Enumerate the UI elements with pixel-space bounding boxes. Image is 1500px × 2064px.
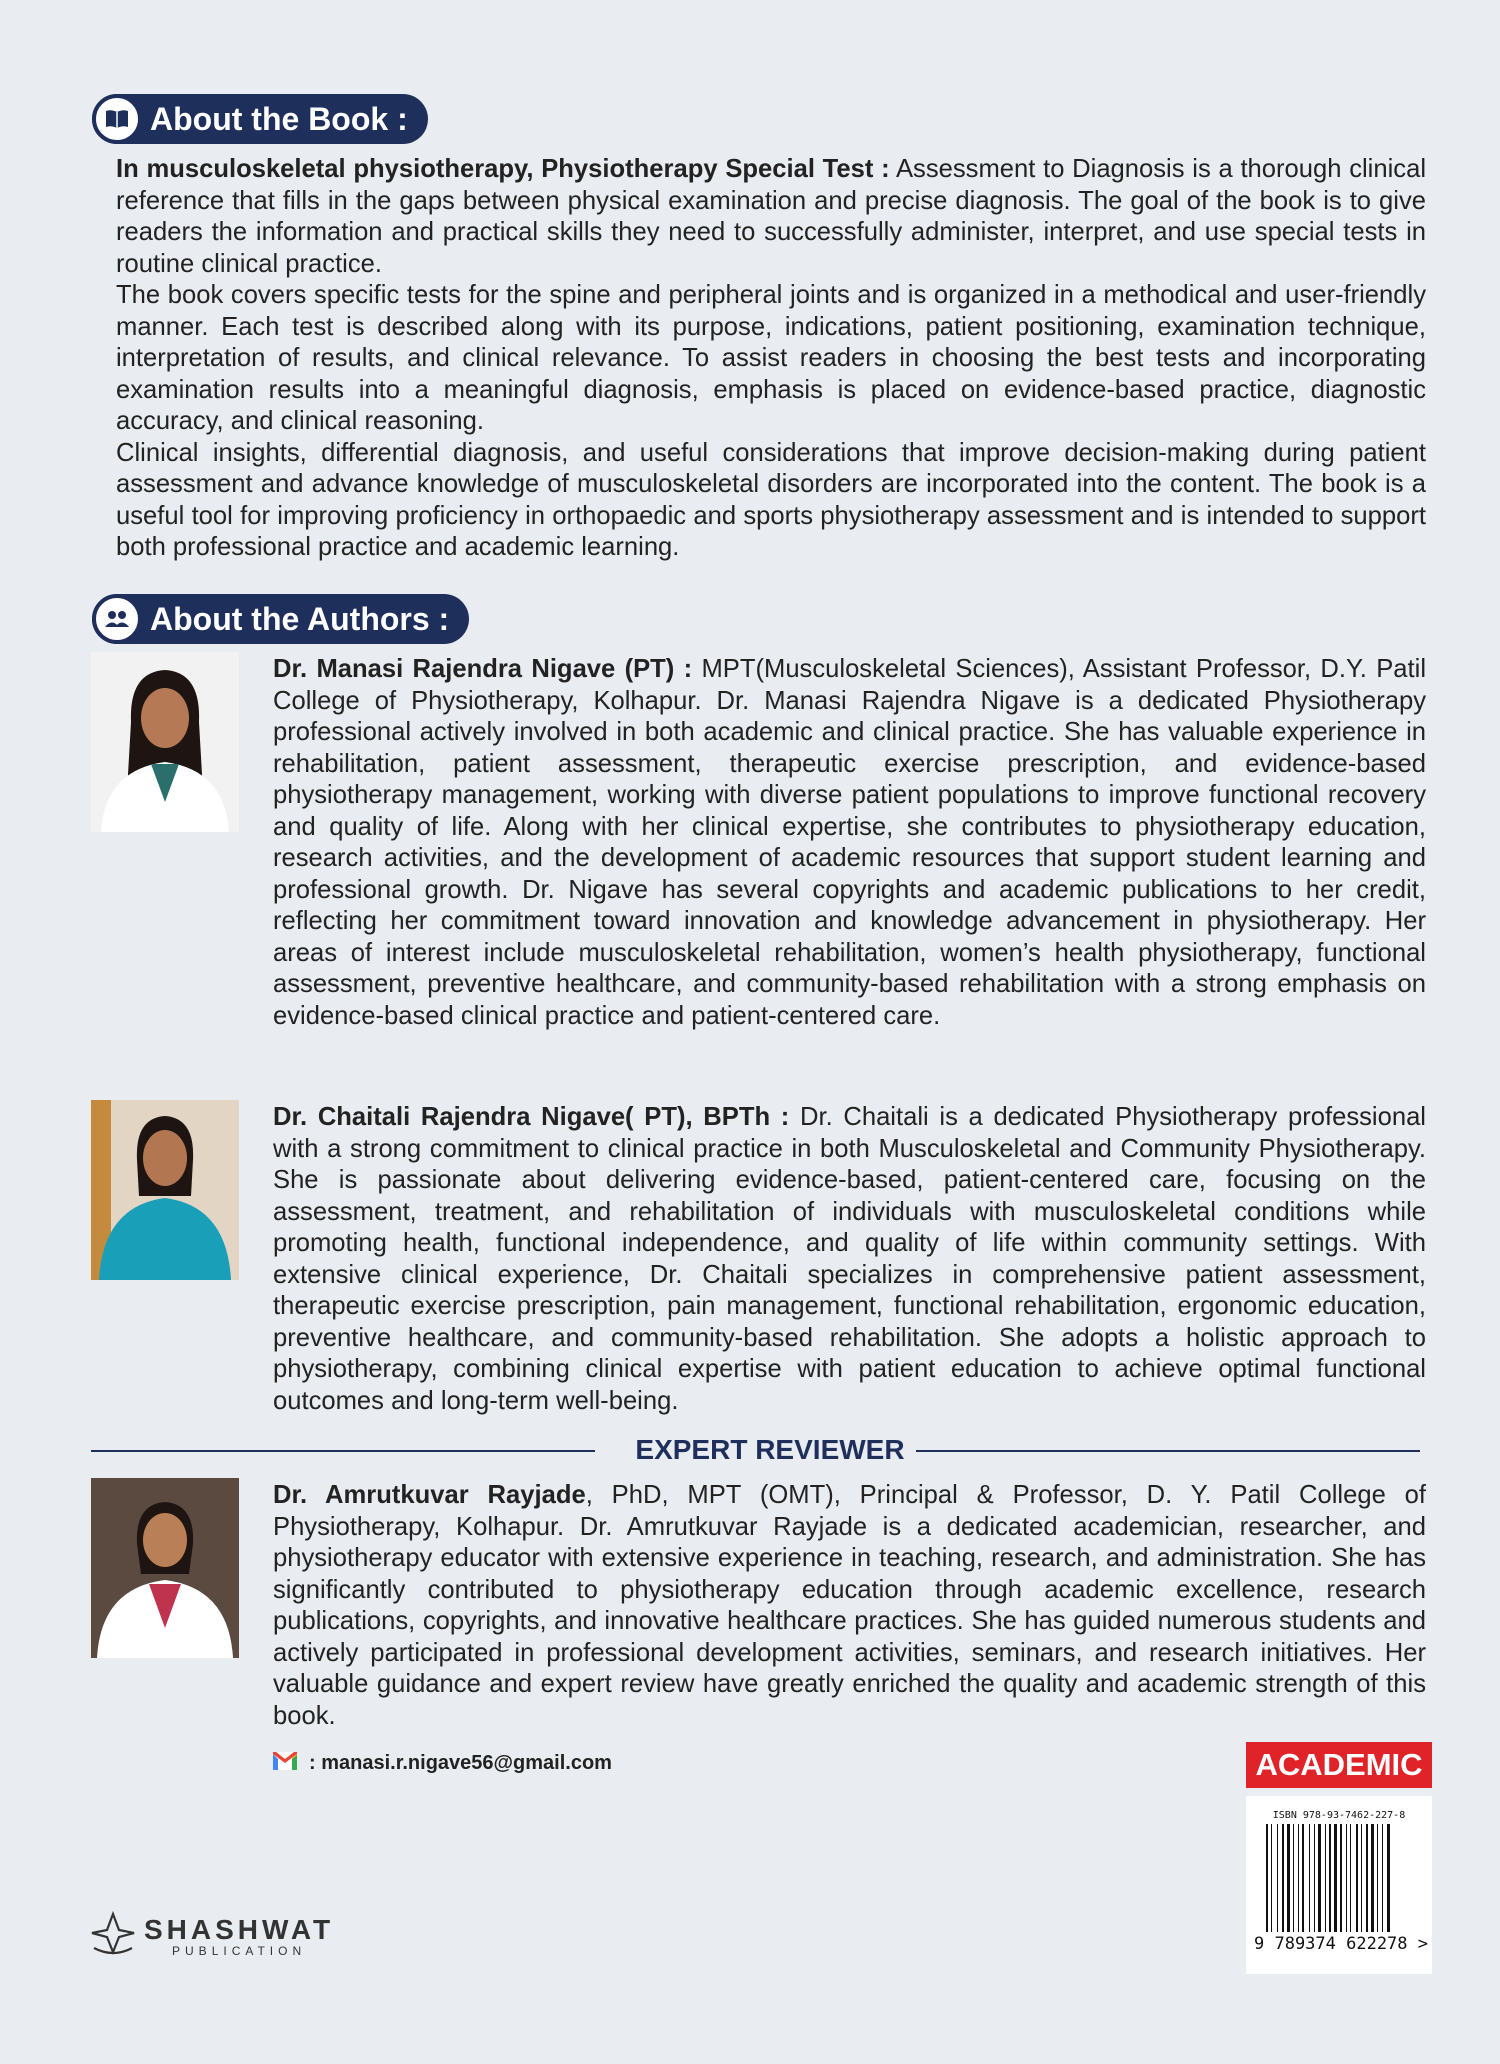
publisher-name: SHASHWAT	[144, 1913, 335, 1945]
barcode-bar	[1356, 1824, 1358, 1932]
author-1-photo	[91, 652, 239, 832]
barcode-bar	[1346, 1824, 1347, 1932]
publisher-logo	[90, 1910, 334, 1961]
barcode-bar	[1377, 1824, 1378, 1932]
about-authors-heading-text: About the Authors :	[150, 600, 450, 637]
barcode-bar	[1329, 1824, 1331, 1932]
author-1-bio-text: MPT(Musculoskeletal Sciences), Assistant Professor, D.Y. Patil College of Physiotherapy, Kolhapur. Dr. Manasi Rajendra Nigave is a dedicated Physiotherapy professional actively involved in both academic and clinical practice. She has valuable experience in rehabilitation, patient assessment, therapeutic exercise prescription, and evidence-based physiotherapy management, working with diverse patient populations to improve functional recovery and quality of life. Along with her clinical expertise, she contributes to physiotherapy education, research activities, and the development of academic resources that support student learning and professional growth. Dr. Nigave has several copyrights and academic publications to her credit, reflecting her commitment toward innovation and knowledge advancement in physiotherapy. Her areas of interest include musculoskeletal rehabilitation, women’s health physiotherapy, functional assessment, preventive healthcare, and community-based rehabilitation with a strong emphasis on evidence-based clinical practice and patient-centered care.	[273, 655, 1427, 1030]
reviewer-photo	[91, 1478, 239, 1658]
barcode-bar	[1298, 1824, 1299, 1932]
barcode-bar	[1350, 1824, 1351, 1932]
book-title: In musculoskeletal physiotherapy, Physiotherapy Special Test :	[116, 155, 890, 183]
reviewer-divider-left	[91, 1450, 595, 1452]
author-2-photo	[91, 1100, 239, 1280]
about-book-body	[116, 154, 1426, 564]
isbn-barcode	[1246, 1796, 1432, 1974]
barcode-digits: 9 789374 622278 >	[1254, 1934, 1428, 1954]
users-icon	[92, 594, 142, 644]
reviewer-name: Dr. Amrutkuvar Rayjade	[273, 1481, 586, 1509]
about-authors-heading	[92, 594, 469, 644]
book-intro-text: Assessment to Diagnosis is a thorough clinical reference that fills in the gaps between physical examination and precise diagnosis. The goal of the book is to give readers the information and practical skills they need to successfully administer, interpret, and use special tests in routine clinical practice.	[116, 155, 1427, 278]
barcode-bar	[1309, 1824, 1310, 1932]
isbn-number: ISBN 978-93-7462-227-8	[1272, 1810, 1406, 1821]
contact-email-row	[273, 1752, 612, 1775]
about-book-heading-text: About the Book :	[150, 100, 408, 137]
gmail-icon	[273, 1752, 297, 1775]
barcode-bar	[1277, 1824, 1278, 1932]
barcode-bar	[1314, 1824, 1315, 1932]
author-2-name: Dr. Chaitali Rajendra Nigave( PT), BPTh :	[273, 1103, 790, 1131]
barcode-bar	[1340, 1824, 1342, 1932]
barcode-bar	[1366, 1824, 1368, 1932]
expert-reviewer-heading: EXPERT REVIEWER	[635, 1434, 905, 1465]
reviewer-bio-text: , PhD, MPT (OMT), Principal & Professor, D. Y. Patil College of Physiotherapy, Kolhapur. Dr. Amrutkuvar Rayjade is a dedicated academician, researcher, and physiotherapy educator with extensive experience in teaching, research, and administration. She has significantly contributed to physiotherapy education through academic excellence, research publications, copyrights, and innovative healthcare practices. She has guided numerous students and actively participated in professional development activities, seminars, and research initiatives. Her valuable guidance and expert review have greatly enriched the quality and academic strength of this book.	[273, 1481, 1426, 1730]
barcode-bar	[1318, 1824, 1321, 1932]
reviewer-divider-right	[916, 1450, 1420, 1452]
academic-badge: ACADEMIC	[1246, 1742, 1432, 1788]
barcode-bar	[1325, 1824, 1326, 1932]
barcode-bar	[1382, 1824, 1383, 1932]
about-book-paragraph-1	[116, 154, 1426, 280]
barcode-bar	[1334, 1824, 1337, 1932]
barcode-bar	[1282, 1824, 1284, 1932]
barcode-bar	[1271, 1824, 1272, 1932]
barcode-bars	[1266, 1824, 1426, 1934]
barcode-bar	[1302, 1824, 1304, 1932]
publisher-sub: PUBLICATION	[172, 1943, 307, 1958]
reviewer-bio	[273, 1480, 1426, 1732]
author-1-bio	[273, 654, 1426, 1032]
barcode-bar	[1361, 1824, 1362, 1932]
publisher-emblem-icon	[90, 1910, 136, 1961]
about-book-paragraph-2: The book covers specific tests for the spine and peripheral joints and is organized in a methodical and user-friendly manner. Each test is described along with its purpose, indications, patient positioning, examination technique, interpretation of results, and clinical relevance. To assist readers in choosing the best tests and incorporating examination results into a meaningful diagnosis, emphasis is placed on evidence-based practice, diagnostic accuracy, and clinical reasoning.	[116, 281, 1426, 435]
book-icon	[92, 94, 142, 144]
barcode-bar	[1266, 1824, 1268, 1932]
author-1-name: Dr. Manasi Rajendra Nigave (PT) :	[273, 655, 693, 683]
author-2-bio	[273, 1102, 1426, 1417]
barcode-bar	[1287, 1824, 1290, 1932]
author-2-bio-text: Dr. Chaitali is a dedicated Physiotherapy professional with a strong commitment to clinical practice in both Musculoskeletal and Community Physiotherapy. She is passionate about delivering evidence-based, patient-centered care, focusing on the assessment, treatment, and rehabilitation of individuals with musculoskeletal conditions while promoting health, functional independence, and quality of life within community settings. With extensive clinical experience, Dr. Chaitali specializes in comprehensive patient assessment, therapeutic exercise prescription, pain management, functional rehabilitation, ergonomic education, preventive healthcare, and community-based rehabilitation. She adopts a holistic approach to physiotherapy, combining clinical expertise with patient education to achieve optimal functional outcomes and long-term well-being.	[273, 1103, 1426, 1415]
about-book-paragraph-3: Clinical insights, differential diagnosis, and useful considerations that improve decision-making during patient assessment and advance knowledge of musculoskeletal disorders are incorporated into the content. The book is a useful tool for improving proficiency in orthopaedic and sports physiotherapy assessment and is intended to support both professional practice and academic learning.	[116, 438, 1426, 561]
barcode-bar	[1387, 1824, 1390, 1932]
about-book-heading	[92, 94, 428, 144]
barcode-bar	[1371, 1824, 1374, 1932]
barcode-bar	[1293, 1824, 1294, 1932]
contact-email[interactable]: : manasi.r.nigave56@gmail.com	[309, 1752, 612, 1774]
